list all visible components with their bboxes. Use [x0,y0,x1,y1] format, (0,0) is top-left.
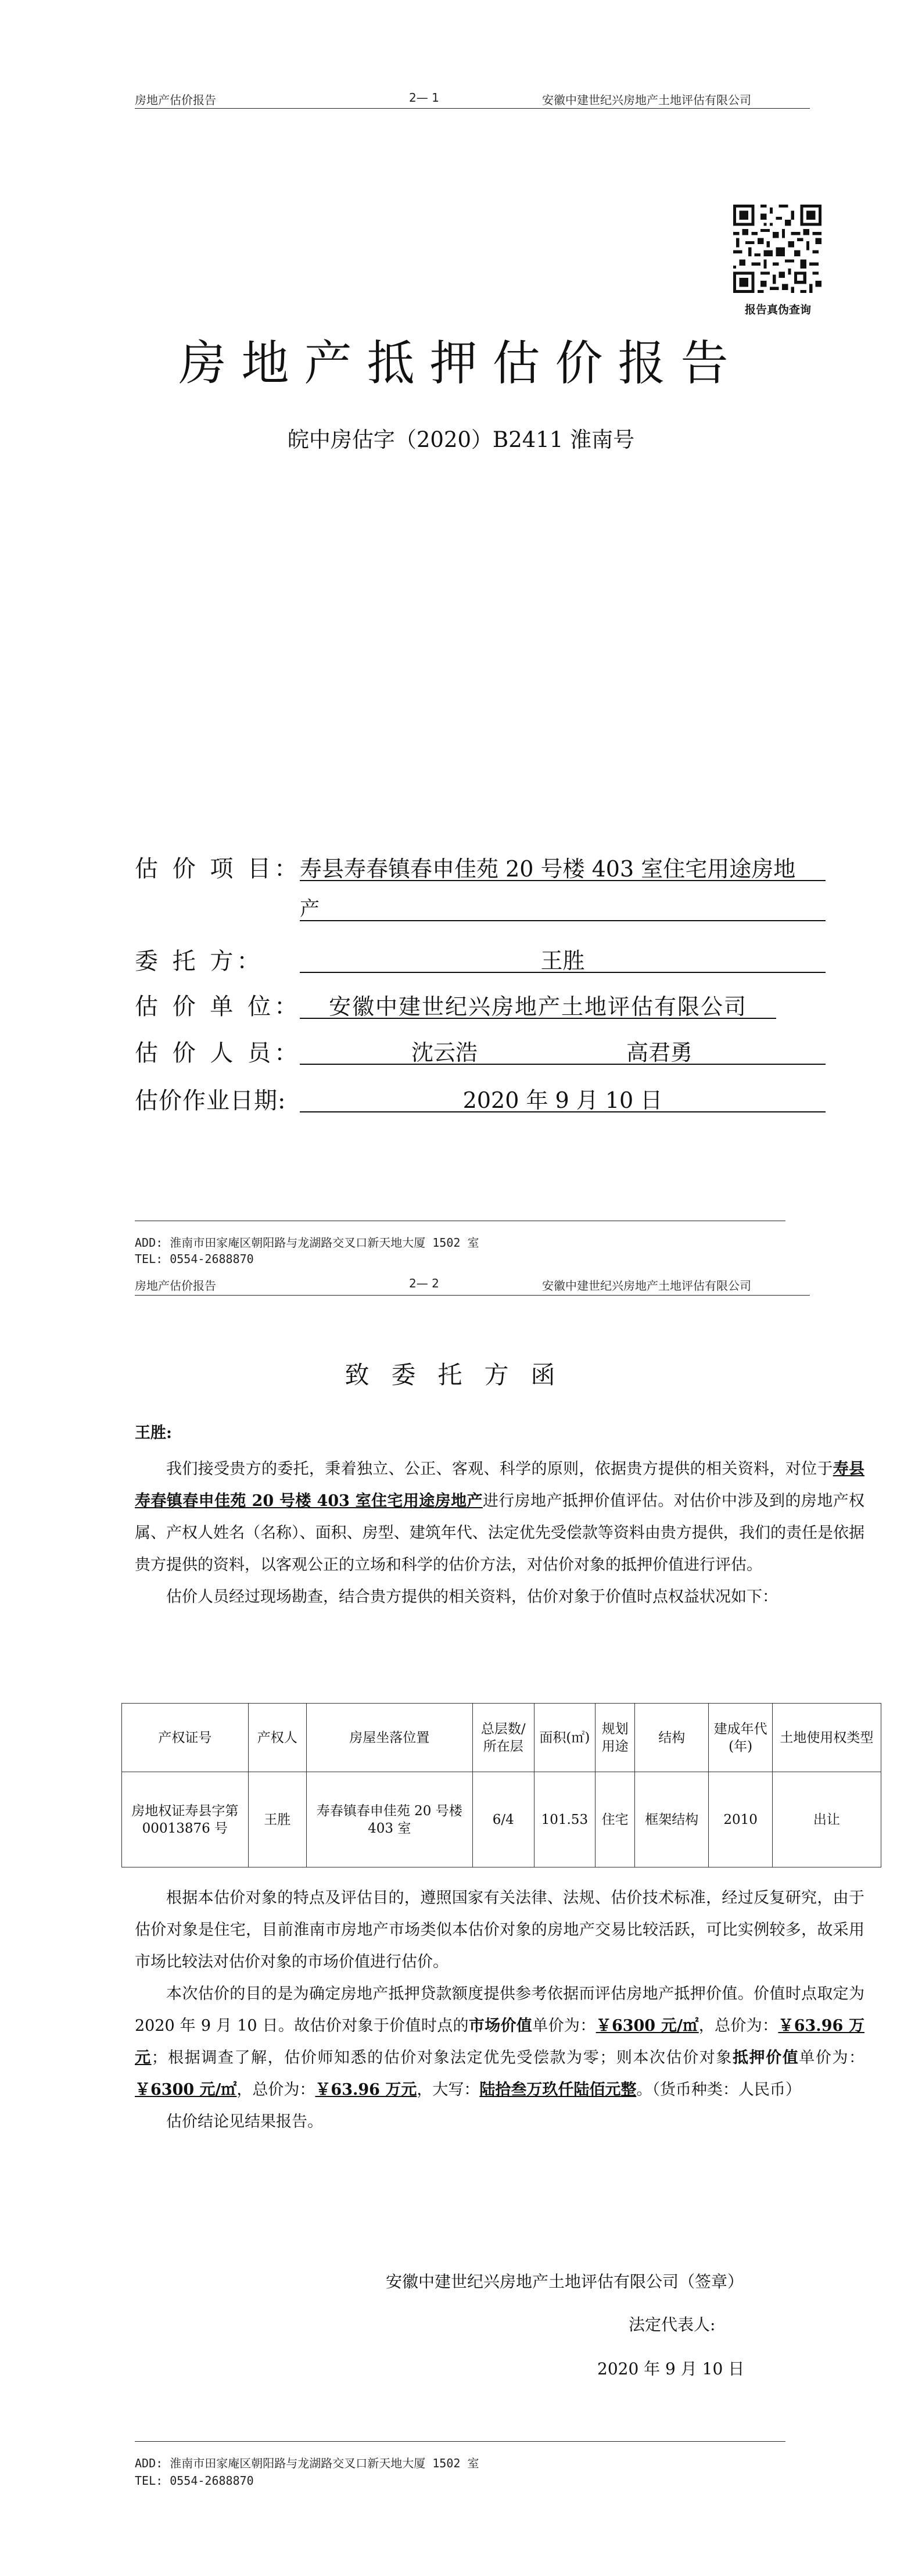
qr-caption: 报告真伪查询 [744,303,811,316]
table-header: 总层数/所在层 [472,1704,534,1772]
table-row [122,1772,881,1867]
table-header: 规划用途 [595,1704,635,1772]
table-header: 面积(㎡) [534,1704,595,1772]
page1-header-left: 房地产估价报告 [135,93,216,107]
date-value: 2020 年 9 月 10 日 [462,1087,663,1113]
para4-text: ；根据调查了解，估价师知悉的估价对象法定优先受偿款为零；则本次估价对象 [151,2049,733,2067]
para4-text: 。（货币种类：人民币） [636,2081,801,2099]
page1-header-rule [135,108,810,109]
table-header-row [122,1704,881,1772]
page2-footer-address: ADD: 淮南市田家庵区朝阳路与龙湖路交叉口新天地大厦 1502 室 [135,2456,479,2470]
project-value-line2: 产 [300,897,320,921]
table-cell: 框架结构 [635,1772,709,1867]
staff-label: 估 价 人 员： [135,1040,302,1067]
market-value-label: 市场价值 [468,2017,533,2035]
page2-header-left: 房地产估价报告 [135,1279,216,1293]
table-cell: 房地权证寿县字第 00013876 号 [122,1772,249,1867]
para1-text-a: 我们接受贵方的委托，秉着独立、公正、客观、科学的原则，依据贵方提供的相关资料，对位于 [166,1460,833,1478]
table-header: 产权证号 [122,1704,249,1772]
client-value: 王胜 [540,948,585,974]
table-cell: 2010 [709,1772,772,1867]
page2-header-page-number: 2— 2 [409,1276,439,1290]
page2-footer-rule [135,2441,785,2442]
client-label: 委 托 方： [135,948,264,975]
mortgage-total-price: ￥63.96 万元 [315,2081,417,2099]
table-header: 建成年代(年) [709,1704,772,1772]
date-label: 估价作业日期: [135,1087,286,1114]
letter-body-1 [135,1453,864,1613]
page1-header-right: 安徽中建世纪兴房地产土地评估有限公司 [542,93,751,107]
table-cell: 101.53 [534,1772,595,1867]
mortgage-unit-price: ￥6300 元/㎡ [135,2081,237,2099]
table-header: 产权人 [248,1704,306,1772]
salutation: 王胜: [135,1424,172,1442]
para4-text: ，总价为： [698,2017,779,2035]
page1-footer-tel: TEL: 0554-2688870 [135,1252,254,1266]
table-cell: 住宅 [595,1772,635,1867]
para4 [135,1978,864,2106]
unit-label: 估 价 单 位： [135,993,302,1020]
letter-title: 致委托方函 [345,1361,577,1389]
table-cell: 寿春镇春申佳苑 20 号楼 403 室 [306,1772,472,1867]
para4-text: ，总价为： [236,2081,315,2099]
staff-value-2: 高君勇 [626,1040,693,1065]
para4-text: 本次估价的目的是为确定房地产抵押贷款额度提供参考依据而评估房地产抵押价值。价值时点取定为 2020 年 9 月 10 日。故估价对象于价值时点的 [135,1985,864,2035]
signature-company: 安徽中建世纪兴房地产土地评估有限公司（签章） [386,2272,744,2291]
project-label: 估 价 项 目： [135,856,302,882]
qr-code-icon[interactable] [733,205,821,293]
report-number: 皖中房估字（2020）B2411 淮南号 [287,427,635,452]
signature-date: 2020 年 9 月 10 日 [597,2359,745,2378]
page2-header-right: 安徽中建世纪兴房地产土地评估有限公司 [542,1279,751,1293]
project-value-line1: 寿县寿春镇春申佳苑 20 号楼 403 室住宅用途房地 [300,856,796,882]
table-header: 房屋坐落位置 [306,1704,472,1772]
para4-text: 单价为： [532,2017,596,2035]
letter-body-2 [135,1882,864,2138]
page2-footer-tel: TEL: 0554-2688870 [135,2474,254,2488]
unit-value: 安徽中建世纪兴房地产土地评估有限公司 [328,994,747,1019]
page2-header-rule [135,1295,810,1296]
table-cell: 6/4 [472,1772,534,1867]
staff-value-1: 沈云浩 [411,1040,478,1065]
table-cell: 王胜 [248,1772,306,1867]
para4-text: ，大写： [417,2081,480,2099]
para2: 估价人员经过现场勘查，结合贵方提供的相关资料，估价对象于价值时点权益状况如下： [166,1588,778,1606]
amount-in-words: 陆拾叁万玖仟陆佰元整 [479,2081,637,2099]
report-title: 房地产抵押估价报告 [178,336,744,391]
para4-text: 单价为： [799,2049,865,2067]
market-unit-price: ￥6300 元/㎡ [595,2017,699,2035]
table-header: 结构 [635,1704,709,1772]
table-cell: 出让 [772,1772,881,1867]
para1-text-b: 进行房地产抵押价值评估。对估价中涉及到的房地产权属、产权人姓名（名称）、面积、房型、建筑年代、法定优先受偿款等资料由贵方提供，我们的责任是依据贵方提供的资料，以客观公正的立场和科学的估价方法，对估价对象的抵押价值进行评估。 [135,1492,864,1574]
mortgage-value-label: 抵押价值 [732,2049,799,2067]
signature-legal-rep: 法定代表人: [629,2315,716,2334]
para1-property: 寿县寿春镇春申佳苑 20 号楼 403 室住宅用途房地产 [135,1460,865,1510]
page1-footer-address: ADD: 淮南市田家庵区朝阳路与龙湖路交叉口新天地大厦 1502 室 [135,1236,479,1250]
para3: 根据本估价对象的特点及评估目的，遵照国家有关法律、法规、估价技术标准，经过反复研究，由于估价对象是住宅，目前淮南市房地产市场类似本估价对象的房地产交易比较活跃，可比实例较多，故采用市场比较法对估价对象的市场价值进行估价。 [135,1889,864,1971]
table-header: 土地使用权类型 [772,1704,881,1772]
page1-header-page-number: 2— 1 [409,91,439,105]
para5: 估价结论见结果报告。 [166,2113,323,2131]
property-info-table [121,1703,881,1867]
market-total-price: ￥63.96 万元 [135,2017,865,2067]
